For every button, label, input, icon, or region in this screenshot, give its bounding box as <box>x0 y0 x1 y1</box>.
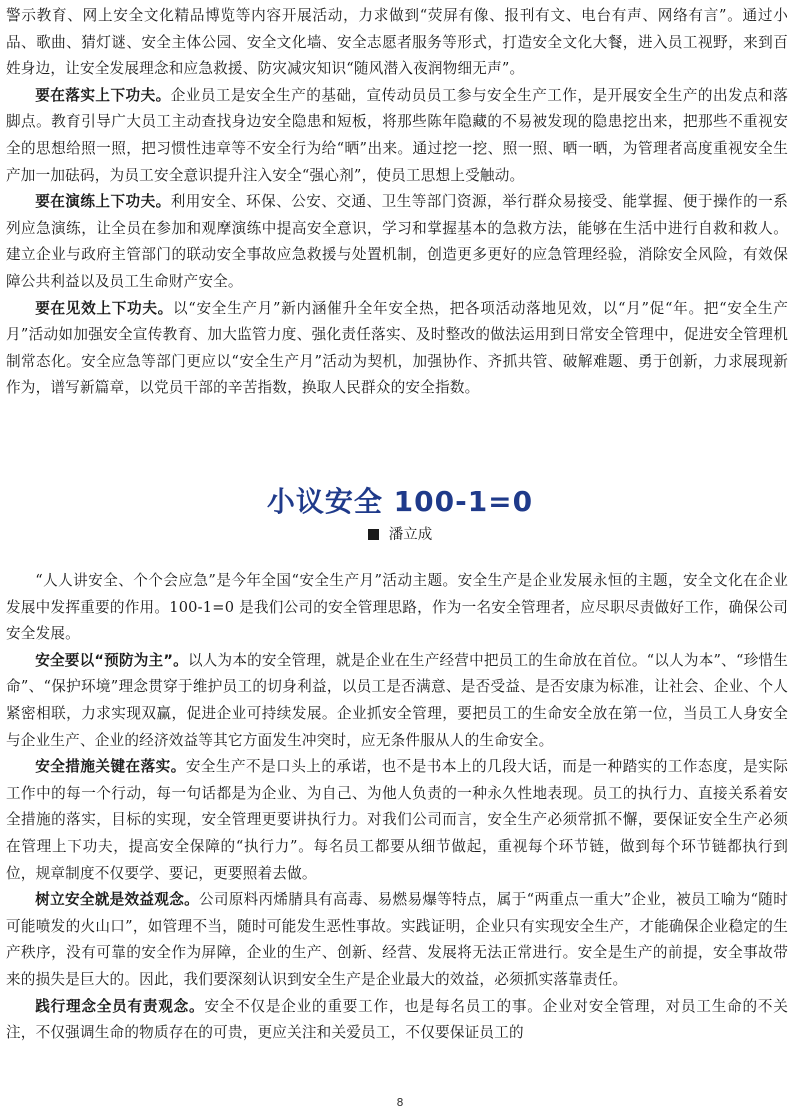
paragraph <box>6 994 788 1047</box>
paragraph-lead: 要在见效上下功夫。 <box>35 299 173 317</box>
paragraph <box>6 296 788 402</box>
page-number: 8 <box>396 1096 404 1109</box>
paragraph-text: 企业员工是安全生产的基础，宣传动员员工参与安全生产工作，是开展安全生产的出发点和落脚点。教育引导广大员工主动查找身边安全隐患和短板，将那些陈年隐藏的不易被发现的隐患挖出来，把那些不重视安全的思想给照一照，把习惯性违章等不安全行为给“晒”出来。通过挖一挖、照一照、晒一晒，为管理者高度重视安全生产加一加砝码，为员工安全意识提升注入安全“强心剂”，使员工思想上受触动。 <box>6 86 788 184</box>
article-body <box>6 568 788 1047</box>
paragraph-lead: 树立安全就是效益观念。 <box>35 891 199 909</box>
paragraph-lead: 践行理念全员有责观念。 <box>35 997 205 1015</box>
paragraph-text: 安全不仅是企业的重要工作，也是每名员工的事。企业对安全管理，对员工生命的不关注，不仅强调生命的物质存在的可贵，更应关注和关爱员工，不仅要保证员工的 <box>6 997 789 1042</box>
paragraph-text: 公司原料丙烯腈具有高毒、易燃易爆等特点，属于“两重点一重大”企业，被员工喻为“随时可能喷发的火山口”，如管理不当，随时可能发生恶性事故。实践证明，企业只有实现安全生产，才能确保企业稳定的生产秩序，没有可靠的安全作为屏障，企业的生产、创新、经营、发展将无法正常进行。安全是生产的前提，安全事故带来的损失是巨大的。因此，我们要深刻认识到安全生产是企业最大的效益，必须抓实落靠责任。 <box>6 891 788 988</box>
paragraph <box>6 754 788 887</box>
paragraph-text: 以人为本的安全管理，就是企业在生产经营中把员工的生命放在首位。“以人为本”、“珍惜生命”、“保护环境”理念贯穿于维护员工的切身利益，以员工是否满意、是否受益、是否安康为标准，让社会、企业、个人紧密相联，力求实现双赢，促进企业可持续发展。企业抓安全管理，要把员工的生命安全放在第一位，当员工人身安全与企业生产、企业的经济效益等其它方面发生冲突时，应无条件服从人的生命安全。 <box>6 651 788 749</box>
previous-article-continuation <box>6 3 788 402</box>
paragraph <box>6 83 788 189</box>
paragraph-lead: 安全措施关键在落实。 <box>35 758 186 776</box>
paragraph <box>6 189 788 295</box>
paragraph <box>6 648 788 754</box>
article-title: 小议安全 100-1=0 <box>266 485 534 518</box>
paragraph-text: 利用安全、环保、公安、交通、卫生等部门资源，举行群众易接受、能掌握、便于操作的一系列应急演练，让全员在参加和观摩演练中提高安全意识，学习和掌握基本的急救方法，能够在生活中进行自救和救人。建立企业与政府主管部门的联动安全事故应急救援与处置机制，创造更多更好的应急管理经验，消除安全风险，有效保障公共利益以及员工生命财产安全。 <box>6 193 788 290</box>
paragraph-lead: 要在落实上下功夫。 <box>35 86 171 104</box>
square-bullet-icon <box>368 529 379 540</box>
continued-paragraph: 警示教育、网上安全文化精品博览等内容开展活动，力求做到“荧屏有像、报刊有文、电台有声、网络有言”。通过小品、歌曲、猜灯谜、安全主体公园、安全文化墙、安全志愿者服务等形式，打造安全文化大餐，进入员工视野，来到百姓身边，让安全发展理念和应急救援、防灾减灾知识“随风潜入夜润物细无声”。 <box>6 7 788 78</box>
intro-paragraph: “人人讲安全、个个会应急”是今年全国“安全生产月”活动主题。安全生产是企业发展永恒的主题，安全文化在企业发展中发挥重要的作用。100-1=0 是我们公司的安全管理思路，作为一名安全管理者，应尽职尽责做好工作，确保公司安全发展。 <box>6 572 788 643</box>
author-name: 潘立成 <box>388 527 433 543</box>
paragraph-text: 安全生产不是口头上的承诺，也不是书本上的几段大话，而是一种踏实的工作态度，是实际工作中的每一个行动，每一句话都是为企业、为自己、为他人负责的一种永久性地表现。员工的执行力、直接关系着安全措施的落实，目标的实现，安全管理更要讲执行力。对我们公司而言，安全生产必须常抓不懈，要保证安全生产必须在管理上下功夫，提高安全保障的“执行力”。每名员工都要从细节做起，重视每个环节链，做到每个环节链都执行到位，规章制度不仅要学、要记，更要照着去做。 <box>6 758 788 882</box>
paragraph-lead: 要在演练上下功夫。 <box>35 193 171 211</box>
paragraph <box>6 887 788 993</box>
byline <box>0 523 800 544</box>
paragraph-lead: 安全要以“预防为主”。 <box>35 651 188 669</box>
paragraph-text: 以“安全生产月”新内涵催升全年安全热，把各项活动落地见效，以“月”促“年。把“安全生产月”活动如加强安全宣传教育、加大监管力度、强化责任落实、及时整改的做法运用到日常安全管理中，促进安全管理机制常态化。安全应急等部门更应以“安全生产月”活动为契机，加强协作、齐抓共管、破解难题、勇于创新，力求展现新作为，谱写新篇章，以党员干部的辛苦指数，换取人民群众的安全指数。 <box>6 299 788 397</box>
